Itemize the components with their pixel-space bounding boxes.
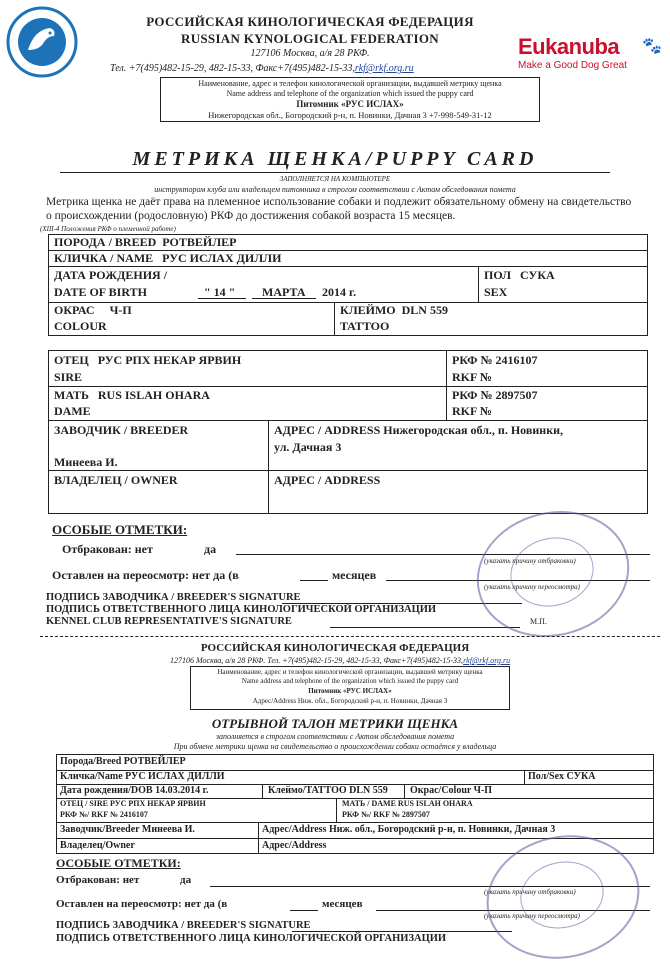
sire-row: ОТЕЦ РУС РПХ НЕКАР ЯРВИН <box>54 353 242 367</box>
sex-row: ПОЛ СУКА <box>484 268 555 282</box>
stub-dam: МАТЬ / DAME RUS ISLAH OHARA <box>342 799 473 808</box>
stub-kennel-line1: Наименование, адрес и телефон кинологической организации, выдавшей метрику щенка <box>217 668 483 676</box>
owner-address-label: АДРЕС / ADDRESS <box>274 473 381 487</box>
federation-title-en: RUSSIAN KYNOLOGICAL FEDERATION <box>181 31 439 46</box>
eukanuba-logo <box>518 34 666 71</box>
kennel-info-line2: Name address and telephone of the organization which issued the puppy card <box>226 89 474 98</box>
sire-rkf-en: RKF № <box>452 370 492 384</box>
dam-rkf: РКФ № 2897507 <box>452 388 538 402</box>
dob-month: МАРТА <box>262 285 306 299</box>
stub-owner: Владелец/Owner <box>60 840 135 851</box>
card-warning2: о происхождении (родословную) РКФ до достижения собакой возраста 15 месяцев. <box>46 210 456 222</box>
breeder-address-value: Нижегородская обл., п. Новинки, <box>383 423 564 437</box>
sponsor-tagline: Make a Good Dog Great <box>518 60 627 71</box>
breeder-address-line2: ул. Дачная 3 <box>274 440 342 454</box>
kennel-name: Питомник «РУС ИСЛАХ» <box>296 99 404 109</box>
page-title: МЕТРИКА ЩЕНКА/PUPPY CARD <box>132 148 538 170</box>
sire-value: РУС РПХ НЕКАР ЯРВИН <box>97 353 242 367</box>
stub-marks-title: ОСОБЫЕ ОТМЕТКИ: <box>56 856 181 870</box>
stub-rejected-label: Отбракован: нет <box>56 874 140 886</box>
dob-label-ru: ДАТА РОЖДЕНИЯ / <box>54 268 168 282</box>
dob-day: " 14 " <box>204 285 236 299</box>
colour-label-en: COLOUR <box>54 319 107 333</box>
breeder-label: ЗАВОДЧИК / BREEDER <box>54 423 189 437</box>
breed-value: РОТВЕЙЛЕР <box>162 235 237 249</box>
stub-reexam-label: Оставлен на переосмотр: нет да (в <box>56 898 228 910</box>
official-signature-label: ПОДПИСЬ ОТВЕТСТВЕННОГО ЛИЦА КИНОЛОГИЧЕСКОЙ ОРГАНИЗАЦИИ <box>46 604 437 615</box>
tattoo-row: КЛЕЙМО DLN 559 <box>340 303 448 317</box>
card-warning1: Метрика щенка не даёт права на племенное использование собаки и подлежит обязательному обмену на свидетельство <box>46 196 632 208</box>
stub-name: Кличка/Name РУС ИСЛАХ ДИЛЛИ <box>60 771 225 782</box>
stub-sire: ОТЕЦ / SIRE РУС РПХ НЕКАР ЯРВИН <box>60 799 206 808</box>
card-rule: (XIII-4 Положения РКФ о племенной работе) <box>40 225 176 233</box>
stamp-place: М.П. <box>530 617 547 626</box>
stub-breeder: Заводчик/Breeder Минеева И. <box>60 824 195 835</box>
stub-reexam-months: месяцев <box>322 898 363 910</box>
stub-dob: Дата рождения/DOB 14.03.2014 г. <box>60 785 209 796</box>
tattoo-value: DLN 559 <box>401 303 448 317</box>
rkf-logo <box>6 6 78 78</box>
stub-note1: заполняется в строгом соответствии с Актом обследования помета <box>215 732 455 741</box>
stub-dam-rkf: РКФ №/ RKF № 2897507 <box>342 810 430 819</box>
stub-sire-rkf: РКФ №/ RKF № 2416107 <box>60 810 148 819</box>
kennel-info-line1: Наименование, адрес и телефон кинологической организации, выдавшей метрику щенка <box>198 79 502 88</box>
sex-value: СУКА <box>520 268 555 282</box>
reexam-reason-hint: (указать причину переосмотра) <box>484 583 581 591</box>
federation-title-ru: РОССИЙСКАЯ КИНОЛОГИЧЕСКАЯ ФЕДЕРАЦИЯ <box>146 14 474 29</box>
rejected-yes: да <box>204 542 217 556</box>
reexam-label: Оставлен на переосмотр: нет да (в <box>52 568 239 582</box>
stub-sex: Пол/Sex СУКА <box>528 771 596 782</box>
reject-reason-hint: (указать причину отбраковки) <box>484 557 576 565</box>
breed-row: ПОРОДА / BREED РОТВЕЙЛЕР <box>54 235 237 249</box>
dob-year: 2014 г. <box>322 285 357 299</box>
dam-label-en: DAME <box>54 404 91 418</box>
stub-federation-title: РОССИЙСКАЯ КИНОЛОГИЧЕСКАЯ ФЕДЕРАЦИЯ <box>200 642 470 654</box>
dob-label-en: DATE OF BIRTH <box>54 285 147 299</box>
colour-row: ОКРАС Ч-П <box>54 303 132 317</box>
dam-row: МАТЬ RUS ISLAH OHARA <box>54 388 210 402</box>
name-row: КЛИЧКА / NAME РУС ИСЛАХ ДИЛЛИ <box>54 251 282 265</box>
breeder-signature-label: ПОДПИСЬ ЗАВОДЧИКА / BREEDER'S SIGNATURE <box>46 592 301 603</box>
name-value: РУС ИСЛАХ ДИЛЛИ <box>162 251 282 265</box>
colour-value: Ч-П <box>109 303 132 317</box>
reexam-months: месяцев <box>332 568 377 582</box>
stub-kennel-address: Адрес/Address Ниж. обл., Богородский р-н, п. Новинки, Дачная 3 <box>252 697 448 705</box>
kennel-address: Нижегородская обл., Богородский р-н, п. Новинки, Дачная 3 +7-998-549-31-12 <box>208 110 492 120</box>
dam-rkf-en: RKF № <box>452 404 492 418</box>
sponsor-name: Eukanuba <box>518 34 620 59</box>
card-note1: ЗАПОЛНЯЕТСЯ НА КОМПЬЮТЕРЕ <box>279 175 391 183</box>
rejected-label: Отбракован: нет <box>62 542 153 556</box>
stub-official-signature: ПОДПИСЬ ОТВЕТСТВЕННОГО ЛИЦА КИНОЛОГИЧЕСКОЙ ОРГАНИЗАЦИИ <box>56 933 447 944</box>
sire-label-en: SIRE <box>54 370 83 384</box>
stub-title: ОТРЫВНОЙ ТАЛОН МЕТРИКИ ЩЕНКА <box>211 716 459 731</box>
stub-owner-address: Адрес/Address <box>262 840 327 851</box>
stub-reject-reason-hint: (указать причину отбраковки) <box>484 888 576 896</box>
stub-colour: Окрас/Colour Ч-П <box>410 785 493 796</box>
stub-site-link[interactable]: rkf@rkf.org.ru <box>463 656 511 665</box>
owner-label: ВЛАДЕЛЕЦ / OWNER <box>54 473 178 487</box>
breeder-address-row: АДРЕС / ADDRESS Нижегородская обл., п. Новинки, <box>274 423 564 437</box>
card-note2: инструктором клуба или владельцем питомника в строгом соответствии с Актом обследования помета <box>154 185 516 194</box>
sex-label-en: SEX <box>484 285 508 299</box>
cut-line <box>40 636 660 637</box>
stub-address: Адрес/Address Ниж. обл., Богородский р-н, п. Новинки, Дачная 3 <box>262 824 556 835</box>
stub-kennel-name: Питомник «РУС ИСЛАХ» <box>308 687 392 695</box>
federation-address: 127106 Москва, а/я 28 РКФ. <box>250 48 370 59</box>
stub-reexam-reason-hint: (указать причину переосмотра) <box>484 912 581 920</box>
paw-icon: 🐾 <box>642 38 662 55</box>
stub-note2: При обмене метрики щенка на свидетельство о происхождении собаки остаётся у владельца <box>173 742 497 751</box>
stub-rejected-yes: да <box>180 874 192 886</box>
stub-tattoo: Клеймо/TATTOO DLN 559 <box>268 785 388 796</box>
stub-kennel-line2: Name address and telephone of the organization which issued the puppy card <box>241 677 459 685</box>
stub-federation-contacts: 127106 Москва, а/я 28 РКФ. Тел. +7(495)482-15-29, 482-15-33, Факс+7(495)482-15-33,rkf@rkf.org.ru <box>170 656 511 665</box>
federation-site-link[interactable]: rkf@rkf.org.ru <box>354 63 414 74</box>
federation-contacts: Тел. +7(495)482-15-29, 482-15-33, Факс+7(495)482-15-33,rkf@rkf.org.ru <box>110 63 414 74</box>
sire-rkf: РКФ № 2416107 <box>452 353 538 367</box>
breeder-value: Минеева И. <box>54 455 118 469</box>
stub-breed: Порода/Breed РОТВЕЙЛЕР <box>60 756 186 767</box>
dam-value: RUS ISLAH OHARA <box>97 388 210 402</box>
kennel-club-signature-label: KENNEL CLUB REPRESENTATIVE'S SIGNATURE <box>46 616 292 627</box>
marks-title: ОСОБЫЕ ОТМЕТКИ: <box>52 522 188 537</box>
stub-breeder-signature: ПОДПИСЬ ЗАВОДЧИКА / BREEDER'S SIGNATURE <box>56 920 311 931</box>
tattoo-label-en: TATTOO <box>340 319 390 333</box>
